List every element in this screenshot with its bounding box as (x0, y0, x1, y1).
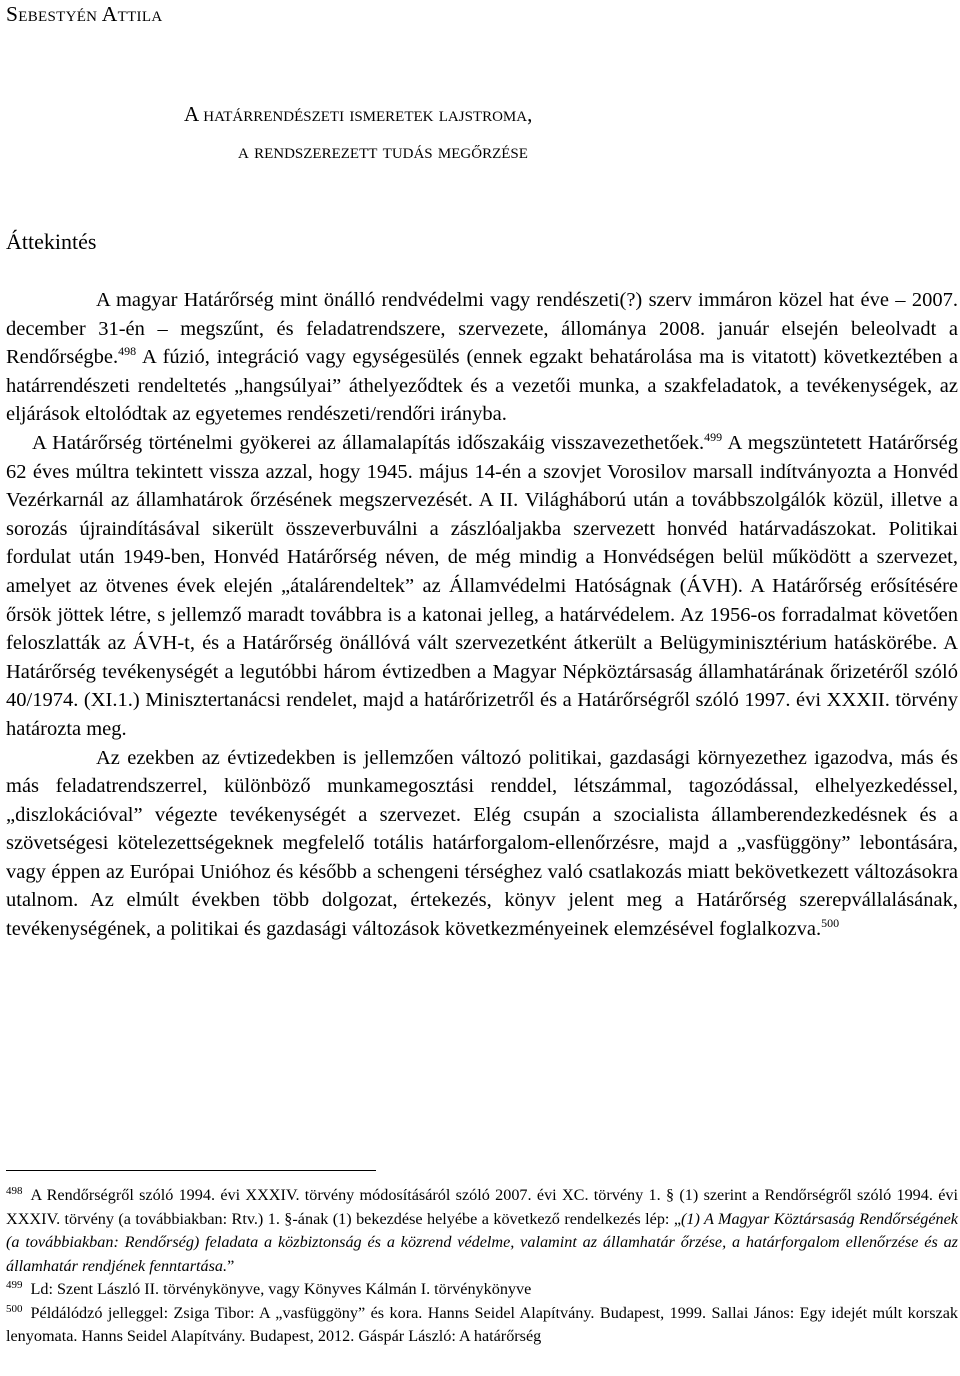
footnote-498-quote: (1) A Magyar Köztársaság Rendőrségének (a továbbiakban: Rendőrség) feladata a közbiztonság és a közrend védelme, valamint az államhatár őrzése, a határforgalom ellenőrzése és az államhatár rendjének fenntartása. (6, 1209, 958, 1275)
footnote-ref-498[interactable]: 498 (118, 344, 137, 359)
paragraph-1-text-a: A magyar Határőrség mint önálló rendvédelmi vagy rendészeti(?) szerv immáron közel hat éve – 2007. december 31-én – megszűnt, és feladatrendszere, szervezete, állománya 2008. január elsején beleolvadt a Rendőrségbe. (6, 289, 958, 369)
footnote-498-text-a: A Rendőrségről szóló 1994. évi XXXIV. törvény módosításáról szóló 2007. évi XC. törvény 1. § (1) szerint a Rendőrségről szóló 1994. évi XXXIV. törvény (a továbbiakban: Rtv.) 1. §-ának (1) bekezdése helyébe a következő rendelkezés lép: „ (6, 1186, 958, 1228)
footnote-499-text: Ld: Szent László II. törvénykönyve, vagy Könyves Kálmán I. törvénykönyve (30, 1280, 532, 1298)
footnotes (6, 1184, 958, 1349)
section-heading: Áttekintés (6, 229, 97, 254)
author-name: Sebestyén Attila (6, 2, 163, 26)
footnote-ref-500[interactable]: 500 (821, 916, 840, 931)
footnote-499 (6, 1278, 958, 1302)
footnote-500-text: Példálódzó jelleggel: Zsiga Tibor: A „vasfüggöny” és kora. Hanns Seidel Alapítvány. Budapest, 1999. Sallai János: Egy idejét múlt korszak lenyomata. Hanns Seidel Alapítvány. Budapest, 2012. Gáspár László: A határőrség (6, 1303, 958, 1345)
footnote-500 (6, 1302, 958, 1349)
paragraph-3-text: Az ezekben az évtizedekben is jellemzően változó politikai, gazdasági környezethez igazodva, más és más feladatrendszerrel, különböző munkamegosztási renddel, létszámmal, tagozódással, elhelyezkedéssel, „diszlokációval” végezte tevékenységét a szervezet. Elég csupán a szocialista államberendezkedésnek és a szövetségesi kötelezettségeknek megfelelő totális határforgalom-ellenőrzésre, majd a „vasfüggöny” lebontására, vagy éppen az Európai Unióhoz és később a schengeni térséghez való csatlakozás miatt bekövetkezett változásokra utalnom. Az elmúlt években több dolgozat, értekezés, könyv jelent meg a Határőrség szerepvállalásának, tevékenységének, a politikai és gazdasági változások következményeinek elemzésével foglalkozva. (6, 746, 958, 941)
document-title-line-1: A határrendészeti ismeretek lajstroma, (184, 102, 533, 126)
footnote-number-499: 499 (6, 1279, 23, 1291)
body-text (6, 286, 958, 944)
paragraph-2-text-b: A megszüntetett Határőrség 62 éves múltra tekintett vissza azzal, hogy 1945. május 14-én a szovjet Vorosilov marsall indítványozta a Honvéd Vezérkarnál az államhatárok őrzésének megszervezését. A II. Világháború után a továbbszolgálók közül, illetve a sorozás újraindításával sikerült összeverbuválni a zászlóaljakba szervezett honvéd határvadászokat. Politikai fordulat után 1949-ben, Honvéd Határőrség néven, de még mindig a Honvédségen belül működött a szervezet, amelyet az ötvenes évek elején „átalárendeltek” az Államvédelmi Hatóságnak (ÁVH). A Határőrség erősítésére őrsök jöttek létre, s jellemző maradt továbbra is a katonai jelleg, a határvédelem. Az 1956-os forradalmat követően feloszlatták az ÁVH-t, és a Határőrség önállóvá vált szervezetként átkerült a Belügyminisztérium hatáskörébe. A Határőrség tevékenységét a legutóbbi három évtizedben a Magyar Népköztársaság államhatárának őrizetéről szóló 40/1974. (XI.1.) Minisztertanácsi rendelet, majd a határőrizetről és a Határőrségről szóló 1997. évi XXXII. törvény határozta meg. (6, 431, 958, 740)
footnote-separator (6, 1170, 376, 1171)
footnote-498-text-b: ” (227, 1256, 235, 1275)
footnote-number-498: 498 (6, 1185, 23, 1197)
paragraph-3 (6, 744, 958, 944)
footnote-ref-499[interactable]: 499 (704, 429, 723, 444)
footnote-498 (6, 1184, 958, 1278)
paragraph-1-text-b: A fúzió, integráció vagy egységesülés (ennek egzakt behatárolása ma is vitatott) következtében a határrendészeti rendeltetés „hangsúlyai” áthelyeződtek és a vezetői munka, a szakfeladatok, a tevékenységek, az eljárások eltolódtak az egyetemes rendészeti/rendőri irányba. (6, 346, 958, 426)
paragraph-2-text-a: A Határőrség történelmi gyökerei az államalapítás időszakáig visszavezethetőek. (32, 431, 705, 454)
paragraph-1 (6, 286, 958, 429)
footnote-number-500: 500 (6, 1302, 23, 1315)
paragraph-2 (6, 429, 958, 744)
document-title-line-2: a rendszerezett tudás megőrzése (238, 139, 528, 163)
